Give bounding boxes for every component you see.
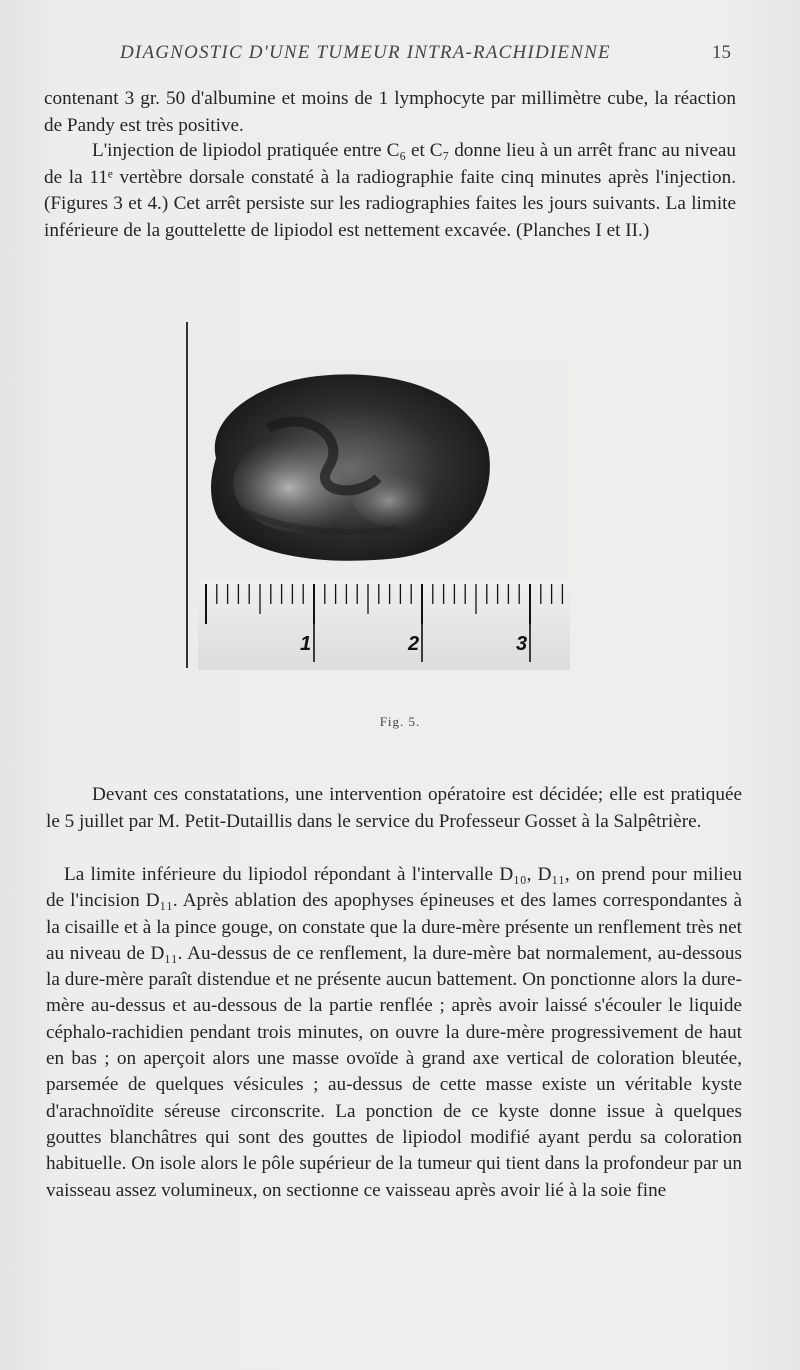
ruler-label: 3 <box>516 633 528 655</box>
measurement-ruler <box>198 580 570 670</box>
paragraph-operation-details: La limite inférieure du lipiodol répondant à l'intervalle D₁₀, D₁₁, on prend pour milieu de l'incision D₁₁. Après ablation des apophyses épineuses et des lames correspondantes à la cisaille et à la pince gouge, on constate que la dure-mère présente un renflement très net au niveau de D₁₁. Au-dessus de ce renflement, la dure-mère bat normalement, au-dessous la dure-mère paraît distendue et ne présente aucun battement. On ponctionne alors la dure-mère au-dessus et au-dessous de la partie renflée ; après avoir laissé s'écouler le liquide céphalo-rachidien pendant trois minutes, on ouvre la dure-mère progressivement de haut en bas ; on aperçoit alors une masse ovoïde à grand axe vertical de coloration bleutée, parsemée de quelques vésicules ; au-dessus de cette masse existe un véritable kyste d'arachnoïdite séreuse circonscrite. La ponction de ce kyste donne issue à quelques gouttes blanchâtres qui sont des gouttes de lipiodol modifié ayant perdu sa coloration habituelle. On isole alors le pôle supérieur de la tumeur qui tient dans la profondeur par un vaisseau assez volumineux, on sectionne ce vaisseau après avoir lié à la soie fine <box>46 864 742 1201</box>
figure-caption: Fig. 5. <box>379 714 421 729</box>
tumor-specimen-image <box>198 368 494 568</box>
ruler-label: 2 <box>408 633 420 655</box>
running-title: DIAGNOSTIC D'UNE TUMEUR INTRA-RACHIDIENNE <box>120 42 611 63</box>
page-number: 15 <box>712 42 731 63</box>
ruler-label: 1 <box>300 633 312 655</box>
paragraph-continuation: contenant 3 gr. 50 d'albumine et moins de 1 lymphocyte par millimètre cube, la réaction de Pandy est très positive. <box>44 88 736 136</box>
page-header <box>0 42 800 72</box>
paragraph-lipiodol-injection: L'injection de lipiodol pratiquée entre C₆ et C₇ donne lieu à un arrêt franc au niveau de la 11ᵉ vertèbre dorsale constaté à la radiographie faite cinq minutes après l'injection. (Figures 3 et 4.) Cet arrêt persiste sur les radiographies faites les jours suivants. La limite inférieure de la gouttelette de lipiodol est nettement excavée. (Planches I et II.) <box>44 140 736 241</box>
paragraph-intervention: Devant ces constatations, une intervention opératoire est décidée; elle est pratiquée le 5 juillet par M. Petit-Dutaillis dans le service du Professeur Gosset à la Salpêtrière. <box>46 784 742 832</box>
figure-tumor-photo <box>186 322 574 682</box>
